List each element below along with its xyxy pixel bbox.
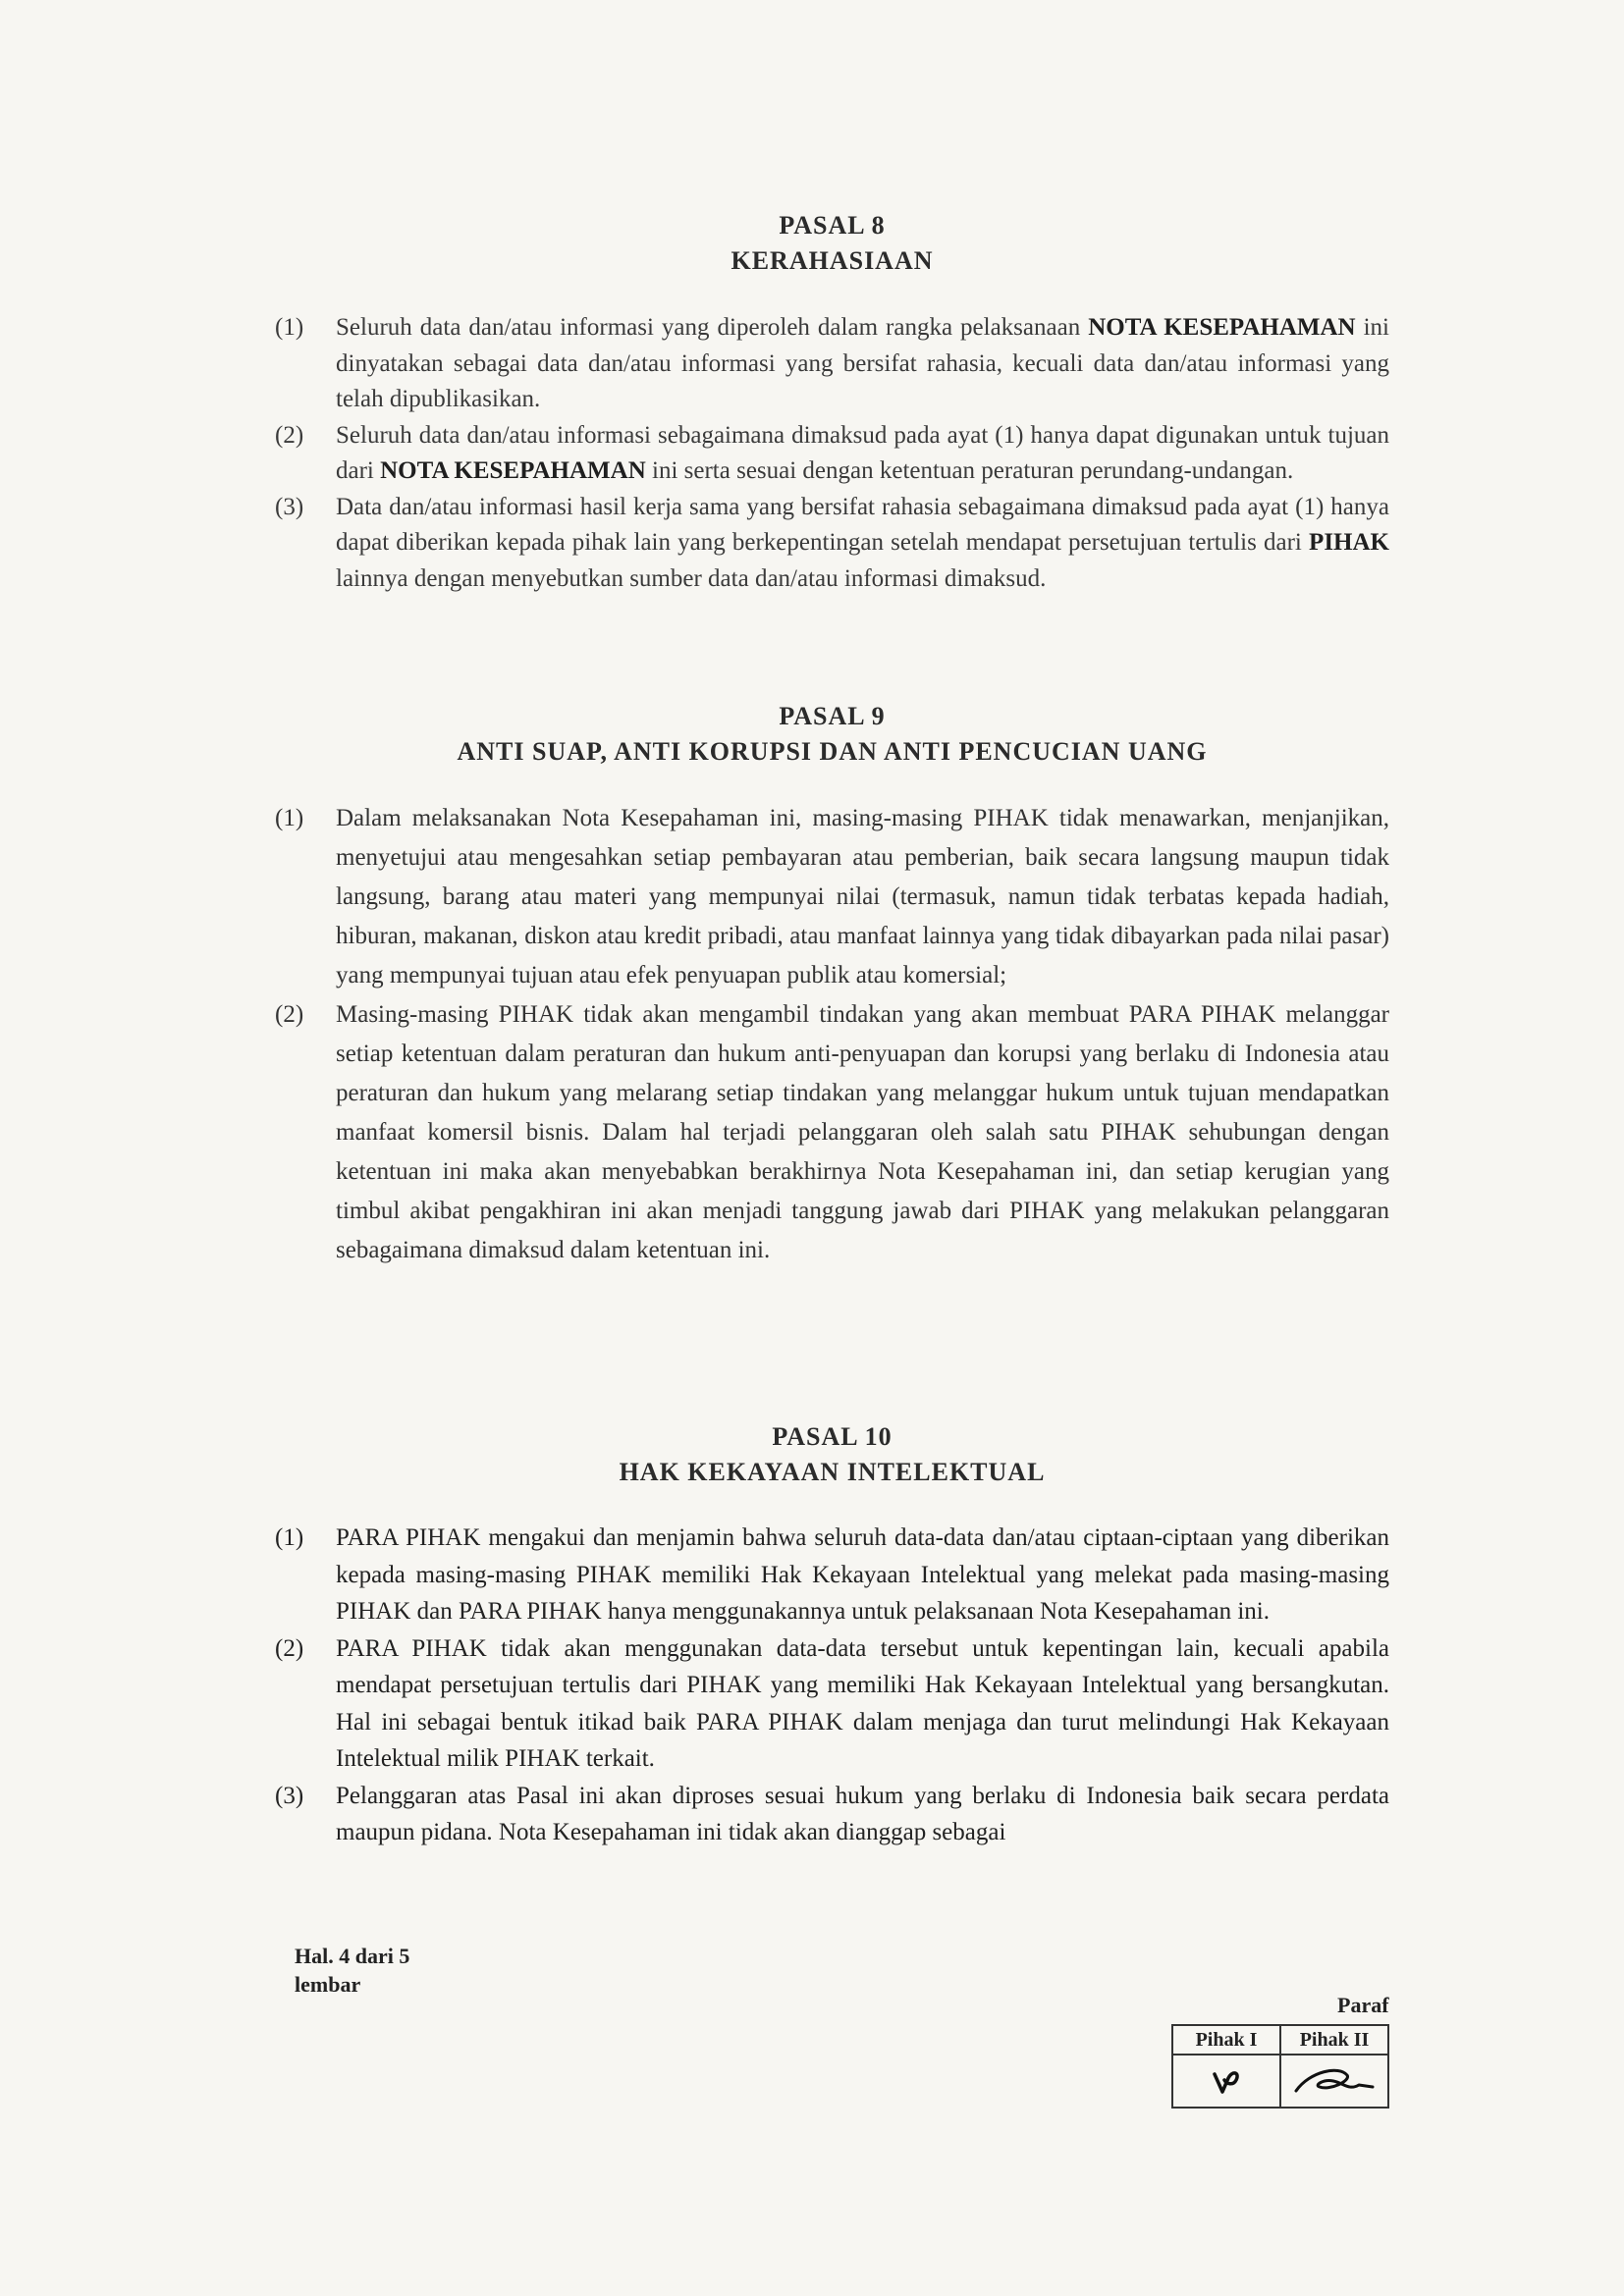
paraf-label: Paraf [1337,1993,1389,2017]
clause-number: (1) [275,1524,304,1551]
pasal-9-section [275,699,1389,1270]
clause-bold-term: NOTA KESEPAHAMAN [380,457,646,484]
pasal-10-title: PASAL 10 [772,1422,893,1451]
pasal-9-title: PASAL 9 [779,702,886,730]
pasal-8-title: PASAL 8 [779,211,886,240]
initial-signature-2 [1290,2061,1379,2101]
clause-text: ini dinyatakan sebagai data dan/atau informasi yang bersifat rahasia, kecuali data dan/atau informasi yang telah dipublikasikan. [336,314,1389,412]
clause-number: (3) [275,1782,304,1809]
clause-text: Seluruh data dan/atau informasi sebagaimana dimaksud pada ayat (1) hanya dapat digunakan untuk tujuan dari [336,421,1389,484]
paraf-table [1171,2024,1389,2109]
paraf-header-pihak-2: Pihak II [1280,2025,1388,2055]
pasal-10-clause-1 [275,1520,1389,1630]
clause-text: PARA PIHAK mengakui dan menjamin bahwa seluruh data-data dan/atau ciptaan-ciptaan yang diberikan kepada masing-masing PIHAK memiliki Hak Kekayaan Intelektual yang melekat pada masing-masing PIHAK dan PARA PIHAK hanya menggunakannya untuk pelaksanaan Nota Kesepahaman ini. [336,1524,1389,1625]
pasal-9-clause-1 [275,799,1389,995]
clause-text: lainnya dengan menyebutkan sumber data dan/atau informasi dimaksud. [336,564,1047,592]
initial-signature-1 [1207,2064,1246,2098]
pasal-8-clauses [275,310,1389,597]
clause-bold-term: PIHAK [1309,529,1389,556]
pasal-8-section [275,208,1389,597]
clause-text: Pelanggaran atas Pasal ini akan diproses sesuai hukum yang berlaku di Indonesia baik secara perdata maupun pidana. Nota Kesepahaman ini tidak akan dianggap sebagai [336,1782,1389,1845]
clause-number: (1) [275,314,304,341]
clause-text: Dalam melaksanakan Nota Kesepahaman ini, masing-masing PIHAK tidak menawarkan, menjanjikan, menyetujui atau mengesahkan setiap pembayaran atau pemberian, baik secara langsung maupun tidak langsung, barang atau materi yang mempunyai nilai (termasuk, namun tidak terbatas kepada hadiah, hiburan, makanan, diskon atau kredit pribadi, atau manfaat lainnya yang tidak dibayarkan pada nilai pasar) yang mempunyai tujuan atau efek penyuapan publik atau komersial; [336,805,1389,988]
pasal-10-section [275,1419,1389,1851]
paraf-header-pihak-1: Pihak I [1172,2025,1280,2055]
clause-text: PARA PIHAK tidak akan menggunakan data-data tersebut untuk kepentingan lain, kecuali apabila mendapat persetujuan tertulis dari PIHAK yang memiliki Hak Kekayaan Intelektual yang bersangkutan. Hal ini sebagai bentuk itikad baik PARA PIHAK dalam menjaga dan turut melindungi Hak Kekayaan Intelektual milik PIHAK terkait. [336,1634,1389,1772]
pasal-10-clause-3 [275,1778,1389,1851]
pasal-10-clauses [275,1520,1389,1851]
clause-bold-term: NOTA KESEPAHAMAN [1088,314,1356,341]
page-number-line-1: Hal. 4 dari 5 [295,1944,410,1968]
pasal-8-clause-3 [275,490,1389,598]
clause-number: (2) [275,1634,304,1662]
clause-text: Data dan/atau informasi hasil kerja sama yang bersifat rahasia sebagaimana dimaksud pada ayat (1) hanya dapat diberikan kepada pihak lain yang berkepentingan setelah mendapat persetujuan tertulis dari [336,493,1389,556]
pasal-8-clause-2 [275,418,1389,490]
pasal-8-clause-1 [275,310,1389,418]
clause-number: (2) [275,421,304,449]
pasal-10-subtitle: HAK KEKAYAAN INTELEKTUAL [619,1458,1046,1486]
clause-text: Masing-masing PIHAK tidak akan mengambil tindakan yang akan membuat PARA PIHAK melanggar setiap ketentuan dalam peraturan dan hukum anti-penyuapan dan korupsi yang berlaku di Indonesia atau peraturan dan hukum yang melarang setiap tindakan yang melanggar hukum untuk tujuan mendapatkan manfaat komersil bisnis. Dalam hal terjadi pelanggaran oleh salah satu PIHAK sehubungan dengan ketentuan ini maka akan menyebabkan berakhirnya Nota Kesepahaman ini, dan setiap kerugian yang timbul akibat pengakhiran ini akan menjadi tanggung jawab dari PIHAK yang melakukan pelanggaran sebagaimana dimaksud dalam ketentuan ini. [336,1001,1389,1263]
clause-number: (2) [275,1001,304,1028]
paraf-sign-pihak-2 [1280,2055,1388,2108]
paraf-sign-pihak-1 [1172,2055,1280,2108]
clause-text: Seluruh data dan/atau informasi yang diperoleh dalam rangka pelaksanaan [336,314,1089,341]
pasal-9-clause-2 [275,995,1389,1270]
page-number [295,1942,409,1999]
pasal-8-subtitle: KERAHASIAAN [731,246,934,275]
clause-text: ini serta sesuai dengan ketentuan peraturan perundang-undangan. [645,457,1294,484]
pasal-9-subtitle: ANTI SUAP, ANTI KORUPSI DAN ANTI PENCUCIAN UANG [457,737,1208,766]
pasal-9-clauses [275,799,1389,1270]
clause-number: (3) [275,493,304,520]
clause-number: (1) [275,805,304,831]
page-number-line-2: lembar [295,1972,361,1997]
pasal-10-clause-2 [275,1630,1389,1778]
